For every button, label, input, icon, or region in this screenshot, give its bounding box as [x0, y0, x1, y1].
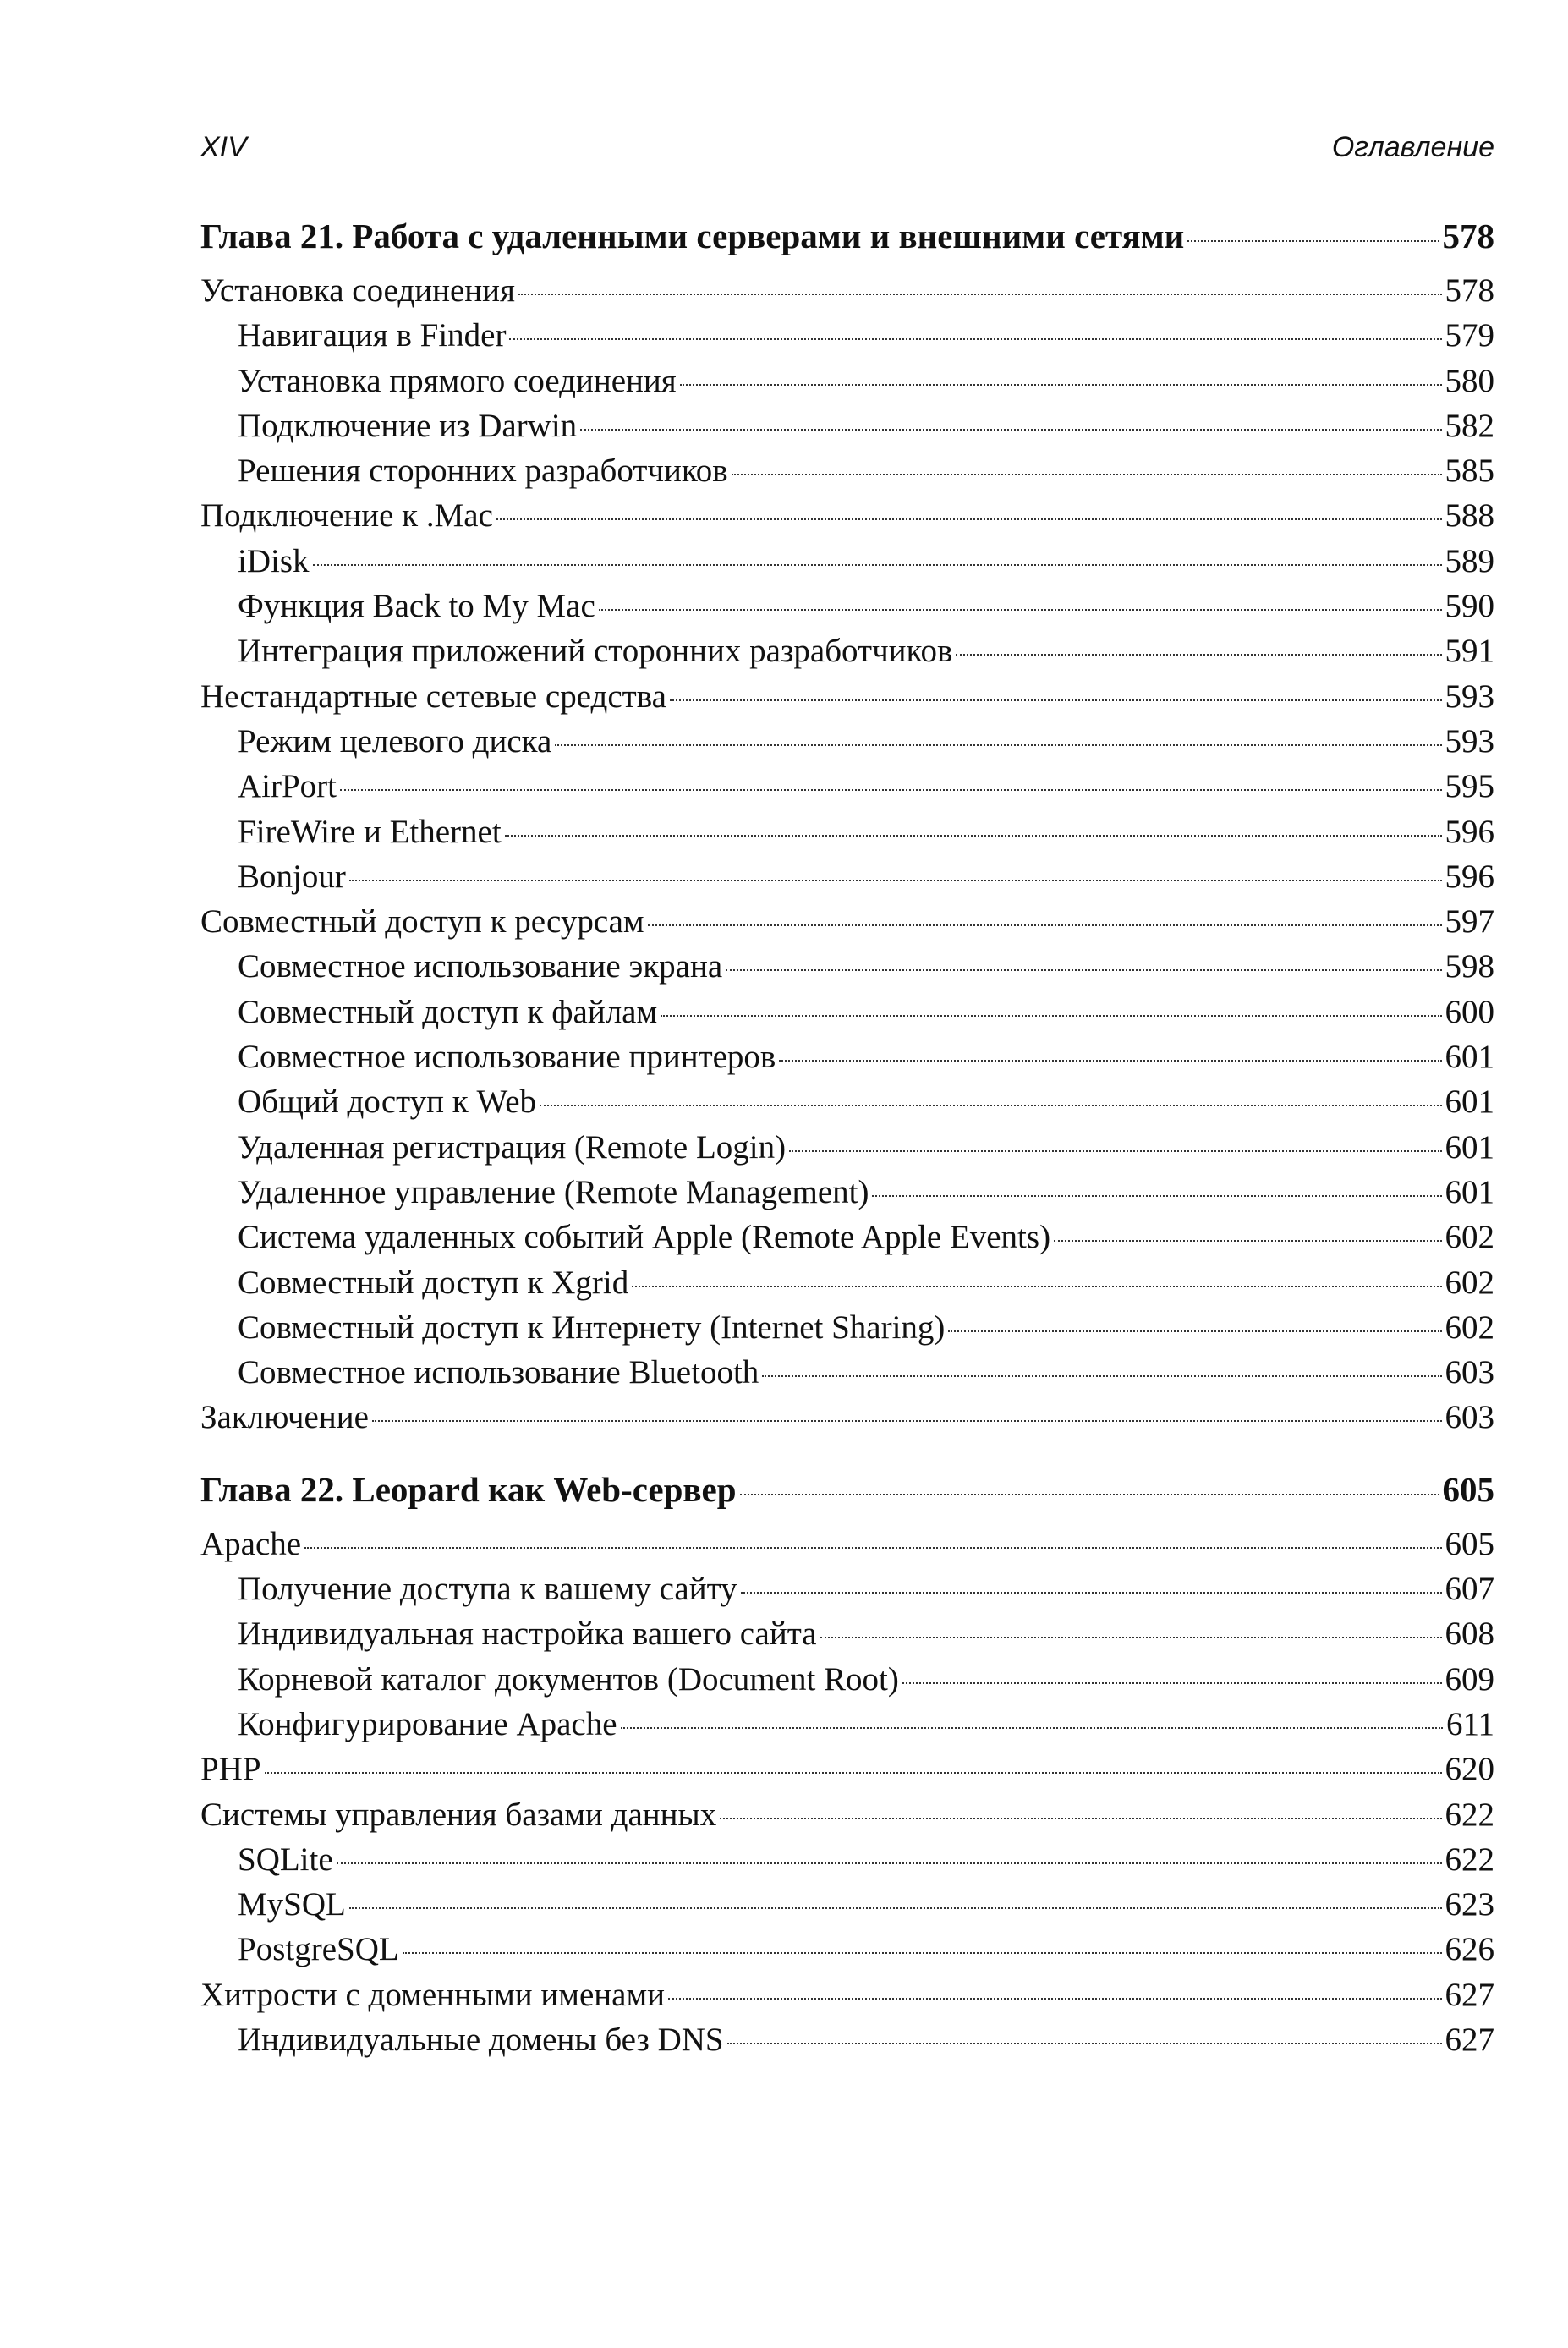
toc-entry-page: 609: [1445, 1660, 1494, 1698]
toc-entry-page: 596: [1445, 858, 1494, 895]
toc-entry-page: 589: [1445, 542, 1494, 579]
toc-entry-page: 627: [1445, 2021, 1494, 2058]
toc-entry-title: Хитрости с доменными именами: [200, 1976, 665, 2013]
toc-entry-page: 591: [1445, 633, 1494, 670]
toc-entry: [200, 407, 1494, 452]
toc-entry-title: Bonjour: [238, 858, 346, 895]
dot-leader: [621, 1727, 1443, 1729]
dot-leader: [948, 1330, 1441, 1332]
toc-entry-page: 595: [1445, 768, 1494, 805]
toc-entry: [200, 902, 1494, 947]
toc-entry-title: Нестандартные сетевые средства: [200, 678, 666, 715]
toc-entry-title: Заключение: [200, 1399, 369, 1436]
toc-entry: [200, 496, 1494, 541]
toc-entry: [200, 1796, 1494, 1841]
toc-entry-title: Подключение к .Mac: [200, 497, 493, 535]
dot-leader: [902, 1682, 1442, 1684]
dot-leader: [762, 1375, 1441, 1377]
toc-entry-page: 605: [1445, 1525, 1494, 1562]
toc-entry-title: AirPort: [238, 768, 337, 805]
toc-entry: [200, 1398, 1494, 1443]
toc-entry-page: 590: [1445, 588, 1494, 625]
dot-leader: [313, 564, 1442, 566]
toc-entry-title: Совместное использование экрана: [238, 948, 723, 985]
toc-entry-title: Совместный доступ к файлам: [238, 993, 658, 1030]
toc-entry: [200, 1705, 1494, 1750]
toc-entry-title: Системы управления базами данных: [200, 1796, 717, 1833]
dot-leader: [956, 654, 1441, 656]
dot-leader: [509, 338, 1441, 340]
dot-leader: [304, 1547, 1441, 1549]
dot-leader: [555, 744, 1441, 746]
dot-leader: [726, 969, 1441, 971]
dot-leader: [680, 384, 1442, 386]
toc-entry: [200, 858, 1494, 902]
toc-entry: [200, 272, 1494, 316]
toc-entry-page: 585: [1445, 453, 1494, 490]
toc-entry-page: 593: [1445, 722, 1494, 760]
toc-entry: [200, 1885, 1494, 1930]
chapter-heading: [200, 216, 1494, 272]
dot-leader: [872, 1195, 1441, 1197]
toc-entry-title: Совместный доступ к Xgrid: [238, 1264, 629, 1301]
toc-entry-page: 601: [1445, 1039, 1494, 1076]
toc-entry: [200, 993, 1494, 1038]
dot-leader: [372, 1420, 1442, 1422]
dot-leader: [1187, 240, 1439, 242]
toc-entry: [200, 362, 1494, 407]
dot-leader: [727, 2043, 1442, 2044]
toc-entry-page: 602: [1445, 1264, 1494, 1301]
dot-leader: [779, 1060, 1441, 1062]
toc-entry-title: PHP: [200, 1751, 261, 1788]
toc-entry: [200, 1525, 1494, 1570]
dot-leader: [732, 474, 1442, 475]
toc-entry-page: 580: [1445, 362, 1494, 399]
toc-entry-title: PostgreSQL: [238, 1931, 399, 1968]
toc-entry-title: Совместный доступ к ресурсам: [200, 903, 644, 941]
toc-entry-page: 596: [1445, 813, 1494, 850]
toc-entry-title: Apache: [200, 1525, 302, 1562]
toc-entry: [200, 1930, 1494, 1975]
chapter-page: 605: [1442, 1469, 1494, 1509]
toc-entry: [200, 587, 1494, 632]
toc-entry-page: 603: [1445, 1354, 1494, 1391]
toc-entry-page: 598: [1445, 948, 1494, 985]
dot-leader: [340, 789, 1442, 791]
toc-entry-page: 607: [1445, 1571, 1494, 1608]
section-title: Оглавление: [1331, 131, 1494, 163]
toc-entry: [200, 1218, 1494, 1263]
dot-leader: [540, 1105, 1442, 1106]
dot-leader: [1054, 1240, 1441, 1242]
dot-leader: [349, 880, 1442, 881]
toc-entry-page: 627: [1445, 1976, 1494, 2013]
table-of-contents: [200, 216, 1494, 2065]
dot-leader: [580, 429, 1441, 431]
dot-leader: [668, 1998, 1442, 2000]
toc-entry-page: 579: [1445, 317, 1494, 354]
toc-entry-title: Навигация в Finder: [238, 317, 507, 354]
dot-leader: [648, 924, 1442, 926]
toc-entry: [200, 1173, 1494, 1218]
toc-entry: [200, 1750, 1494, 1795]
toc-entry-page: 601: [1445, 1083, 1494, 1121]
toc-entry-page: 602: [1445, 1308, 1494, 1346]
toc-entry: [200, 1615, 1494, 1660]
dot-leader: [820, 1637, 1442, 1638]
toc-entry-title: Совместное использование Bluetooth: [238, 1354, 759, 1391]
toc-entry: [200, 813, 1494, 858]
chapter-title: Глава 21. Работа с удаленными серверами и внешними сетями: [200, 217, 1185, 255]
dot-leader: [496, 518, 1442, 520]
toc-entry-title: Индивидуальная настройка вашего сайта: [238, 1616, 817, 1653]
dot-leader: [505, 835, 1442, 837]
toc-entry: [200, 1128, 1494, 1173]
toc-entry: [200, 1570, 1494, 1615]
toc-entry-page: 601: [1445, 1128, 1494, 1166]
dot-leader: [265, 1772, 1442, 1774]
toc-entry-title: Конфигурирование Apache: [238, 1705, 617, 1742]
toc-entry-title: Интеграция приложений сторонних разработчиков: [238, 633, 953, 670]
toc-entry: [200, 1976, 1494, 2021]
toc-entry-page: 597: [1445, 903, 1494, 941]
toc-entry-title: iDisk: [238, 542, 310, 579]
toc-entry-title: Корневой каталог документов (Document Root): [238, 1660, 899, 1698]
toc-entry-title: Система удаленных событий Apple (Remote Apple Events): [238, 1219, 1051, 1256]
toc-entry-page: 601: [1445, 1173, 1494, 1210]
dot-leader: [741, 1592, 1442, 1594]
toc-entry-title: Индивидуальные домены без DNS: [238, 2021, 724, 2058]
toc-entry: [200, 2021, 1494, 2065]
toc-entry: [200, 947, 1494, 992]
toc-entry: [200, 452, 1494, 496]
toc-entry-page: 578: [1445, 272, 1494, 309]
toc-entry-page: 582: [1445, 407, 1494, 444]
dot-leader: [740, 1494, 1439, 1495]
dot-leader: [337, 1862, 1442, 1864]
toc-entry: [200, 316, 1494, 361]
toc-entry-title: Удаленная регистрация (Remote Login): [238, 1128, 787, 1166]
dot-leader: [670, 699, 1442, 701]
toc-entry-title: MySQL: [238, 1886, 346, 1923]
toc-entry-page: 611: [1445, 1705, 1494, 1742]
toc-entry-title: Установка соединения: [200, 272, 515, 309]
toc-entry-title: Решения сторонних разработчиков: [238, 453, 728, 490]
toc-entry-page: 626: [1445, 1931, 1494, 1968]
page-number: XIV: [200, 131, 247, 163]
toc-entry-page: 602: [1445, 1219, 1494, 1256]
toc-entry-title: SQLite: [238, 1841, 333, 1878]
toc-entry-title: FireWire и Ethernet: [238, 813, 502, 850]
toc-entry-page: 588: [1445, 497, 1494, 535]
dot-leader: [661, 1015, 1441, 1017]
toc-entry: [200, 1841, 1494, 1885]
dot-leader: [720, 1818, 1441, 1819]
chapter-heading: [200, 1469, 1494, 1525]
toc-entry-page: 593: [1445, 678, 1494, 715]
toc-entry: [200, 1308, 1494, 1353]
toc-entry-title: Получение доступа к вашему сайту: [238, 1571, 737, 1608]
dot-leader: [632, 1286, 1441, 1287]
toc-entry-page: 623: [1445, 1886, 1494, 1923]
toc-entry: [200, 1038, 1494, 1083]
toc-entry: [200, 722, 1494, 767]
toc-entry: [200, 542, 1494, 587]
toc-entry-title: Подключение из Darwin: [238, 407, 578, 444]
toc-entry: [200, 1660, 1494, 1705]
toc-entry: [200, 767, 1494, 812]
dot-leader: [599, 609, 1442, 611]
toc-entry-page: 622: [1445, 1796, 1494, 1833]
dot-leader: [349, 1907, 1442, 1909]
toc-entry: [200, 632, 1494, 677]
toc-entry-page: 600: [1445, 993, 1494, 1030]
toc-entry-title: Совместное использование принтеров: [238, 1039, 776, 1076]
dot-leader: [403, 1952, 1442, 1954]
running-header: [200, 131, 1494, 173]
toc-entry: [200, 1083, 1494, 1127]
toc-entry-title: Удаленное управление (Remote Management): [238, 1173, 869, 1210]
toc-entry-page: 622: [1445, 1841, 1494, 1878]
toc-entry: [200, 678, 1494, 722]
toc-entry-title: Общий доступ к Web: [238, 1083, 536, 1121]
toc-entry-page: 608: [1445, 1616, 1494, 1653]
toc-entry-title: Функция Back to My Mac: [238, 588, 595, 625]
toc-entry-title: Совместный доступ к Интернету (Internet Sharing): [238, 1308, 946, 1346]
toc-entry-page: 620: [1445, 1751, 1494, 1788]
dot-leader: [518, 294, 1442, 295]
toc-entry-title: Установка прямого соединения: [238, 362, 677, 399]
toc-entry: [200, 1264, 1494, 1308]
chapter-page: 578: [1442, 217, 1494, 255]
chapter-title: Глава 22. Leopard как Web-сервер: [200, 1469, 737, 1509]
toc-entry-title: Режим целевого диска: [238, 722, 552, 760]
toc-entry: [200, 1353, 1494, 1398]
dot-leader: [789, 1150, 1441, 1152]
toc-entry-page: 603: [1445, 1399, 1494, 1436]
